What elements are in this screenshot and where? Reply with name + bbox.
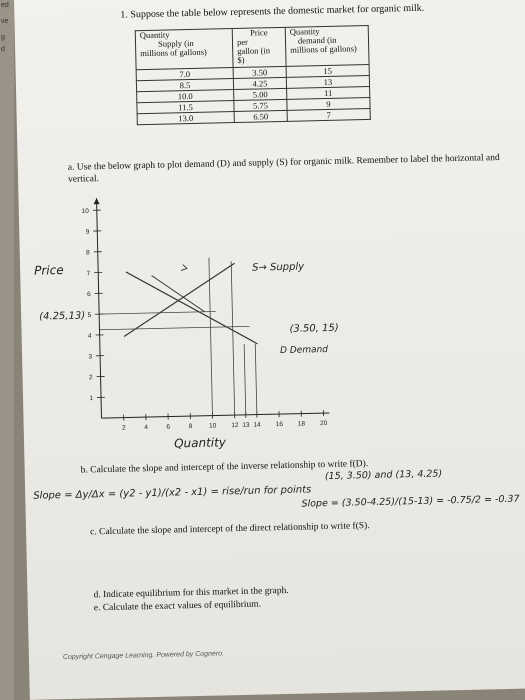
guide-vertical <box>231 261 234 415</box>
hand-label-price: Price <box>33 262 64 278</box>
x-tick-label: 12 <box>231 422 239 430</box>
part-c-prompt: c. Calculate the slope and intercept of the direct relationship to write f(S). <box>89 521 370 538</box>
table-cell: 9 <box>287 97 370 110</box>
y-tick-label: 10 <box>81 207 89 216</box>
part-e-prompt: e. Calculate the exact values of equilibrium. <box>93 599 262 614</box>
header-line: millions of gallons) <box>290 43 357 55</box>
table-cell: 13 <box>286 75 369 88</box>
y-tick-label: 3 <box>88 353 93 361</box>
part-b-prompt: b. Calculate the slope and intercept of the inverse relationship to write f(D). <box>80 459 369 476</box>
question-1-prompt: 1. Suppose the table below represents the domestic market for organic milk. <box>120 2 425 21</box>
header-line: millions of gallons) <box>140 46 207 59</box>
cross-stroke <box>152 274 205 313</box>
page-margin <box>0 0 14 700</box>
worksheet-page <box>14 0 525 700</box>
x-tick-label: 6 <box>166 423 171 431</box>
header-line: per <box>236 36 248 47</box>
table-cell: 11 <box>287 86 370 99</box>
y-axis-ticks <box>82 208 106 403</box>
table-cell: 7.0 <box>136 68 233 81</box>
hand-slope-calc: Slope = (3.50-4.25)/(15-13) = -0.75/2 = -0.37 <box>301 493 520 510</box>
table-cell: 8.5 <box>136 79 233 92</box>
x-tick-label: 14 <box>253 421 261 429</box>
x-axis <box>102 413 330 418</box>
guide-line-4-25 <box>100 326 250 329</box>
margin-note: d <box>1 46 5 53</box>
x-tick-label: 10 <box>209 422 217 430</box>
x-tick-label: 20 <box>319 420 328 428</box>
guide-vertical <box>255 344 257 415</box>
x-tick-label: 8 <box>188 423 193 431</box>
header-line: Supply (in <box>157 37 194 49</box>
table-cell: 10.0 <box>137 90 234 103</box>
header-line: gallon (in <box>237 45 271 56</box>
hand-label-quantity: Quantity <box>173 435 227 451</box>
supply-arrow-mark <box>181 264 187 270</box>
table-cell: 6.50 <box>234 110 287 122</box>
header-line: Quantity <box>289 26 320 37</box>
hand-label-demand: D Demand <box>279 344 329 357</box>
table-cell: 7 <box>287 108 370 121</box>
margin-note: ed <box>1 2 9 9</box>
guide-vertical <box>244 344 246 415</box>
x-tick-label: 4 <box>144 424 149 432</box>
hand-points: (15, 3.50) and (13, 4.25) <box>324 468 443 483</box>
x-tick-label: 18 <box>297 420 306 428</box>
x-tick-label: 2 <box>122 424 126 432</box>
header-line: $) <box>237 54 245 65</box>
y-axis-arrow <box>94 198 100 204</box>
table-cell: 15 <box>286 64 369 77</box>
hand-label-point-left: (4.25,13) <box>39 310 86 323</box>
x-tick-label: 16 <box>275 421 283 429</box>
y-tick-label: 5 <box>87 311 92 319</box>
part-a-prompt: a. Use the below graph to plot demand (D) and supply (S) for organic milk. Remember to label the horizontal and <box>67 153 500 173</box>
header-line: Quantity <box>139 29 170 41</box>
table-cell: 5.00 <box>234 88 287 100</box>
supply-line <box>122 263 236 336</box>
guide-vertical <box>209 258 213 416</box>
hand-slope-formula: Slope = Δy/Δx = (y2 - y1)/(x2 - x1) = rise/run for points <box>33 484 312 502</box>
part-d-prompt: d. Indicate equilibrium for this market in the graph. <box>93 585 289 601</box>
part-a-prompt-cont: vertical. <box>67 174 100 185</box>
header-line: Price <box>249 27 268 38</box>
y-tick-label: 9 <box>85 228 90 236</box>
y-tick-label: 7 <box>86 270 91 278</box>
table-cell: 13.0 <box>137 112 234 125</box>
table-cell: 4.25 <box>233 77 286 89</box>
table-cell: 11.5 <box>137 101 234 114</box>
y-tick-label: 2 <box>88 374 93 382</box>
x-tick-label: 13 <box>242 421 250 429</box>
y-tick-label: 6 <box>86 291 91 299</box>
hand-label-supply: S→ Supply <box>252 261 305 274</box>
y-tick-label: 1 <box>89 395 94 403</box>
plotted-lines <box>98 257 259 419</box>
table-cell: 5.75 <box>234 99 287 111</box>
header-line: demand (in <box>297 34 337 46</box>
demand-line <box>126 269 258 347</box>
y-tick-label: 4 <box>87 332 92 340</box>
hand-label-point-right: (3.50, 15) <box>289 322 339 335</box>
margin-note: g <box>1 34 5 41</box>
copyright-footer: Copyright Cengage Learning. Powered by Cognero. <box>62 650 225 662</box>
y-tick-label: 8 <box>86 249 90 257</box>
table-cell: 3.50 <box>233 66 286 78</box>
margin-note: ve <box>1 18 9 25</box>
